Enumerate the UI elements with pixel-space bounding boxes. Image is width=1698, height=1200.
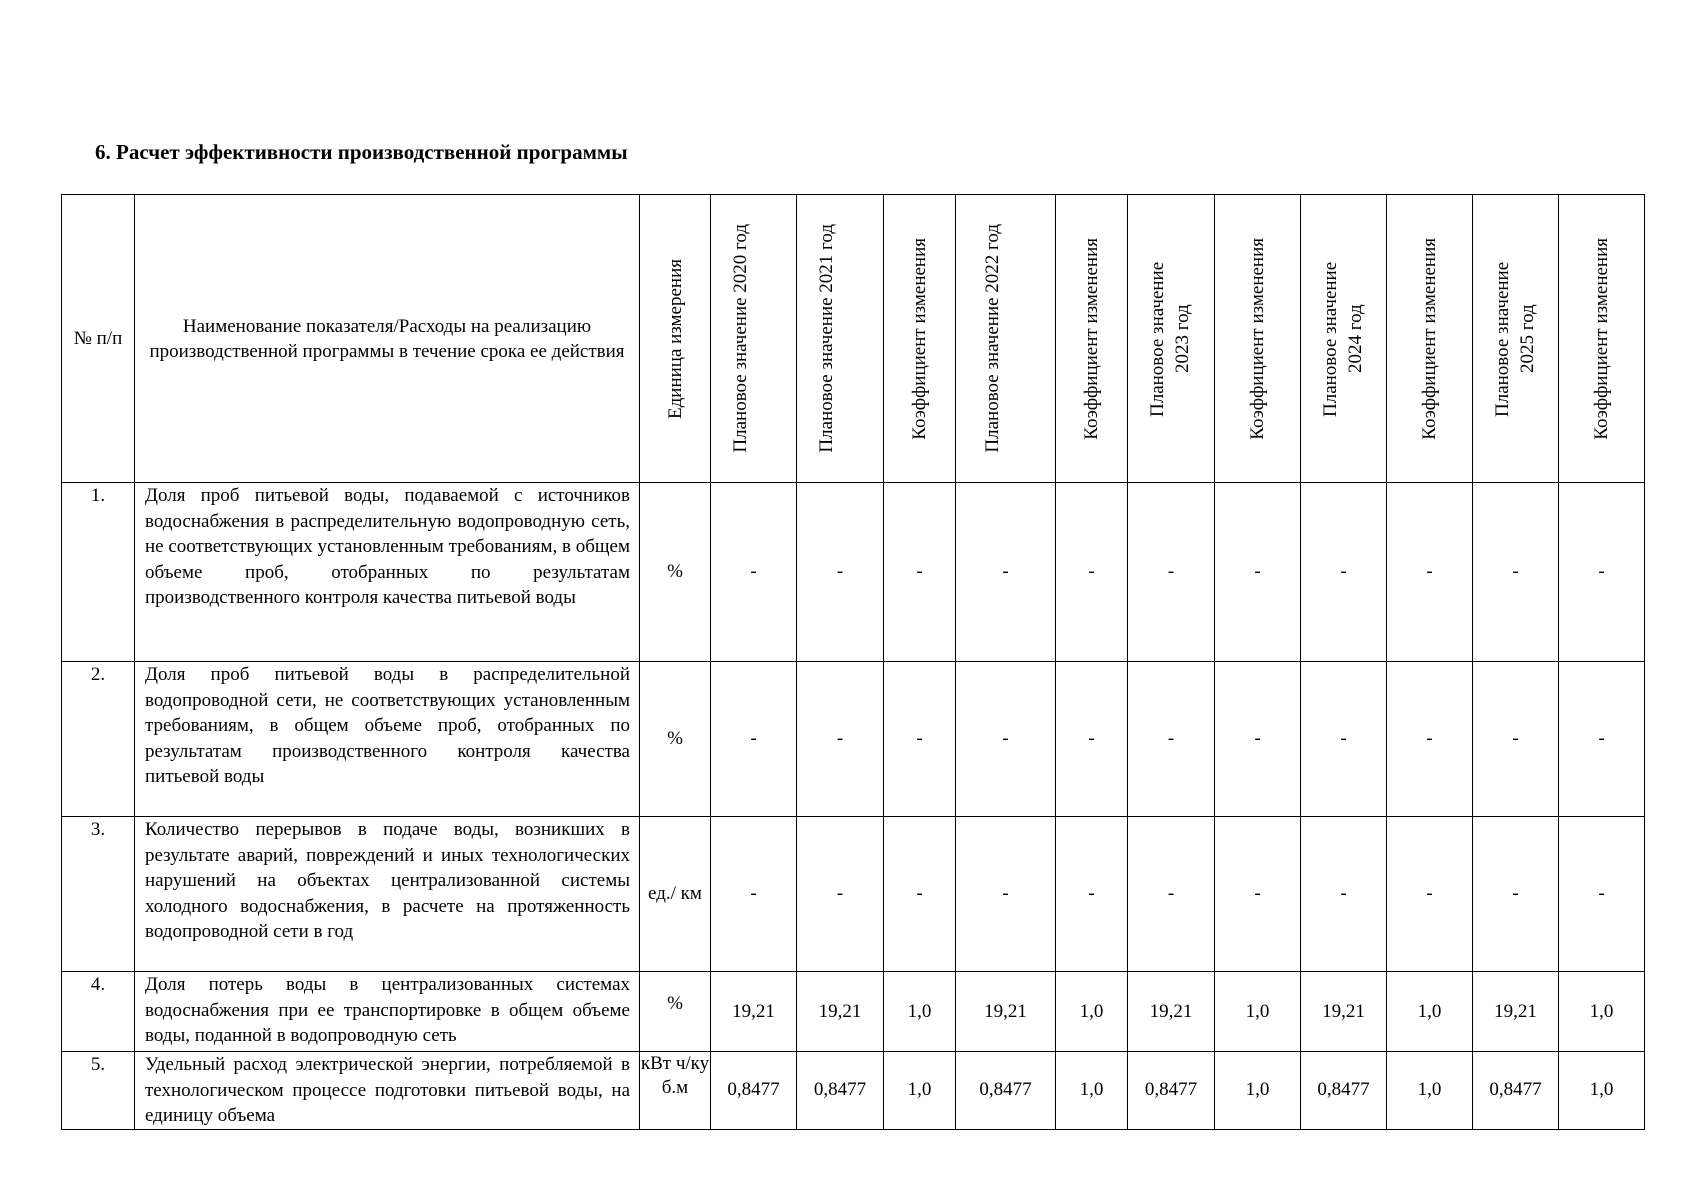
row-value: 1,0 (1056, 1052, 1128, 1130)
row-value: - (1056, 662, 1128, 817)
row-value: - (1128, 817, 1215, 972)
row-name: Доля проб питьевой воды, подаваемой с источников водоснабжения в распределительную водопроводную сеть, не соответствующих установленным требованиям, в общем объеме проб, отобранных по результатам производственного контроля качества питьевой воды (135, 483, 640, 662)
row-num: 3. (62, 817, 135, 972)
header-col-label: Коэффициент изменения (909, 237, 930, 440)
row-num: 1. (62, 483, 135, 662)
header-name: Наименование показателя/Расходы на реализацию производственной программы в течение срока ее действия (135, 195, 640, 483)
header-col (1473, 195, 1559, 483)
row-value: - (1473, 817, 1559, 972)
row-value: - (1387, 817, 1473, 972)
row-unit: % (640, 483, 711, 662)
row-value: 19,21 (1128, 972, 1215, 1052)
row-value: - (711, 483, 797, 662)
row-value: - (1559, 817, 1645, 972)
row-num: 2. (62, 662, 135, 817)
row-value: - (1301, 817, 1387, 972)
header-unit (640, 195, 711, 483)
header-unit-label: Единица измерения (664, 258, 686, 419)
row-value: - (1387, 483, 1473, 662)
header-col-label: Плановое значение 2021 год (816, 224, 837, 453)
row-value: - (1473, 662, 1559, 817)
header-col (1387, 195, 1473, 483)
row-value: - (1128, 483, 1215, 662)
row-value: - (797, 662, 884, 817)
row-value: - (1301, 483, 1387, 662)
header-col (797, 195, 884, 483)
header-col (956, 195, 1056, 483)
header-col (1056, 195, 1128, 483)
table-header-row (62, 195, 1645, 483)
row-value: - (956, 817, 1056, 972)
table-row (62, 1052, 1645, 1130)
row-value: 1,0 (1387, 972, 1473, 1052)
row-value: 19,21 (1301, 972, 1387, 1052)
row-value: - (1215, 483, 1301, 662)
row-value: 1,0 (1056, 972, 1128, 1052)
row-value: 0,8477 (956, 1052, 1056, 1130)
row-value: 0,8477 (711, 1052, 797, 1130)
header-col-label: Коэффициент изменения (1247, 237, 1268, 440)
row-name: Доля потерь воды в централизованных системах водоснабжения при ее транспортировке в общем объеме воды, поданной в водопроводную сеть (135, 972, 640, 1052)
header-col-label: Плановое значение 2025 год (1491, 260, 1538, 417)
header-num: № п/п (62, 195, 135, 483)
row-name: Доля проб питьевой воды в распределительной водопроводной сети, не соответствующих установленным требованиям, в общем объеме проб, отобранных по результатам производственного контроля качества питьевой воды (135, 662, 640, 817)
header-col-label: Коэффициент изменения (1591, 237, 1612, 440)
header-col (1559, 195, 1645, 483)
row-value: 1,0 (1215, 1052, 1301, 1130)
row-value: - (956, 483, 1056, 662)
header-col-label: Коэффициент изменения (1419, 237, 1440, 440)
row-value: - (1056, 817, 1128, 972)
row-value: 1,0 (1215, 972, 1301, 1052)
row-value: - (884, 483, 956, 662)
row-value: - (1215, 662, 1301, 817)
row-unit: кВт ч/ку б.м (640, 1052, 711, 1130)
table-row (62, 972, 1645, 1052)
row-unit: % (640, 662, 711, 817)
table-row (62, 483, 1645, 662)
row-value: - (1559, 483, 1645, 662)
row-num: 5. (62, 1052, 135, 1130)
header-col (884, 195, 956, 483)
row-value: 1,0 (1559, 972, 1645, 1052)
header-col-label: Плановое значение 2022 год (981, 224, 1003, 453)
row-value: 0,8477 (1301, 1052, 1387, 1130)
row-value: - (1128, 662, 1215, 817)
row-value: - (956, 662, 1056, 817)
row-value: 1,0 (884, 1052, 956, 1130)
row-unit: ед./ км (640, 817, 711, 972)
table-row (62, 662, 1645, 817)
row-value: - (884, 662, 956, 817)
row-value: - (1473, 483, 1559, 662)
header-col-label: Плановое значение 2020 год (729, 224, 751, 453)
row-name: Количество перерывов в подаче воды, возникших в результате аварий, повреждений и иных технологических нарушений на объектах централизованной системы холодного водоснабжения, в расчете на протяженность водопроводной сети в год (135, 817, 640, 972)
row-value: 1,0 (884, 972, 956, 1052)
header-col-label: Плановое значение 2024 год (1319, 260, 1366, 417)
efficiency-table (61, 194, 1645, 1130)
row-value: - (711, 817, 797, 972)
row-value: 0,8477 (1473, 1052, 1559, 1130)
row-value: - (1301, 662, 1387, 817)
row-num: 4. (62, 972, 135, 1052)
header-col-label: Коэффициент изменения (1081, 237, 1102, 440)
table-row (62, 817, 1645, 972)
row-value: - (1387, 662, 1473, 817)
row-value: - (1056, 483, 1128, 662)
row-value: - (1215, 817, 1301, 972)
section-title: 6. Расчет эффективности производственной программы (95, 140, 628, 164)
header-col (1128, 195, 1215, 483)
header-col (711, 195, 797, 483)
header-col (1215, 195, 1301, 483)
header-col-label: Плановое значение 2023 год (1147, 260, 1193, 417)
row-value: 0,8477 (1128, 1052, 1215, 1130)
row-value: 19,21 (1473, 972, 1559, 1052)
row-unit: % (640, 972, 711, 1052)
row-value: 1,0 (1387, 1052, 1473, 1130)
row-value: 19,21 (711, 972, 797, 1052)
row-value: 19,21 (956, 972, 1056, 1052)
row-value: - (797, 483, 884, 662)
row-value: - (1559, 662, 1645, 817)
row-value: 1,0 (1559, 1052, 1645, 1130)
row-value: - (711, 662, 797, 817)
header-col (1301, 195, 1387, 483)
row-value: 19,21 (797, 972, 884, 1052)
row-value: 0,8477 (797, 1052, 884, 1130)
row-name: Удельный расход электрической энергии, потребляемой в технологическом процессе подготовки питьевой воды, на единицу объема (135, 1052, 640, 1130)
row-value: - (797, 817, 884, 972)
row-value: - (884, 817, 956, 972)
